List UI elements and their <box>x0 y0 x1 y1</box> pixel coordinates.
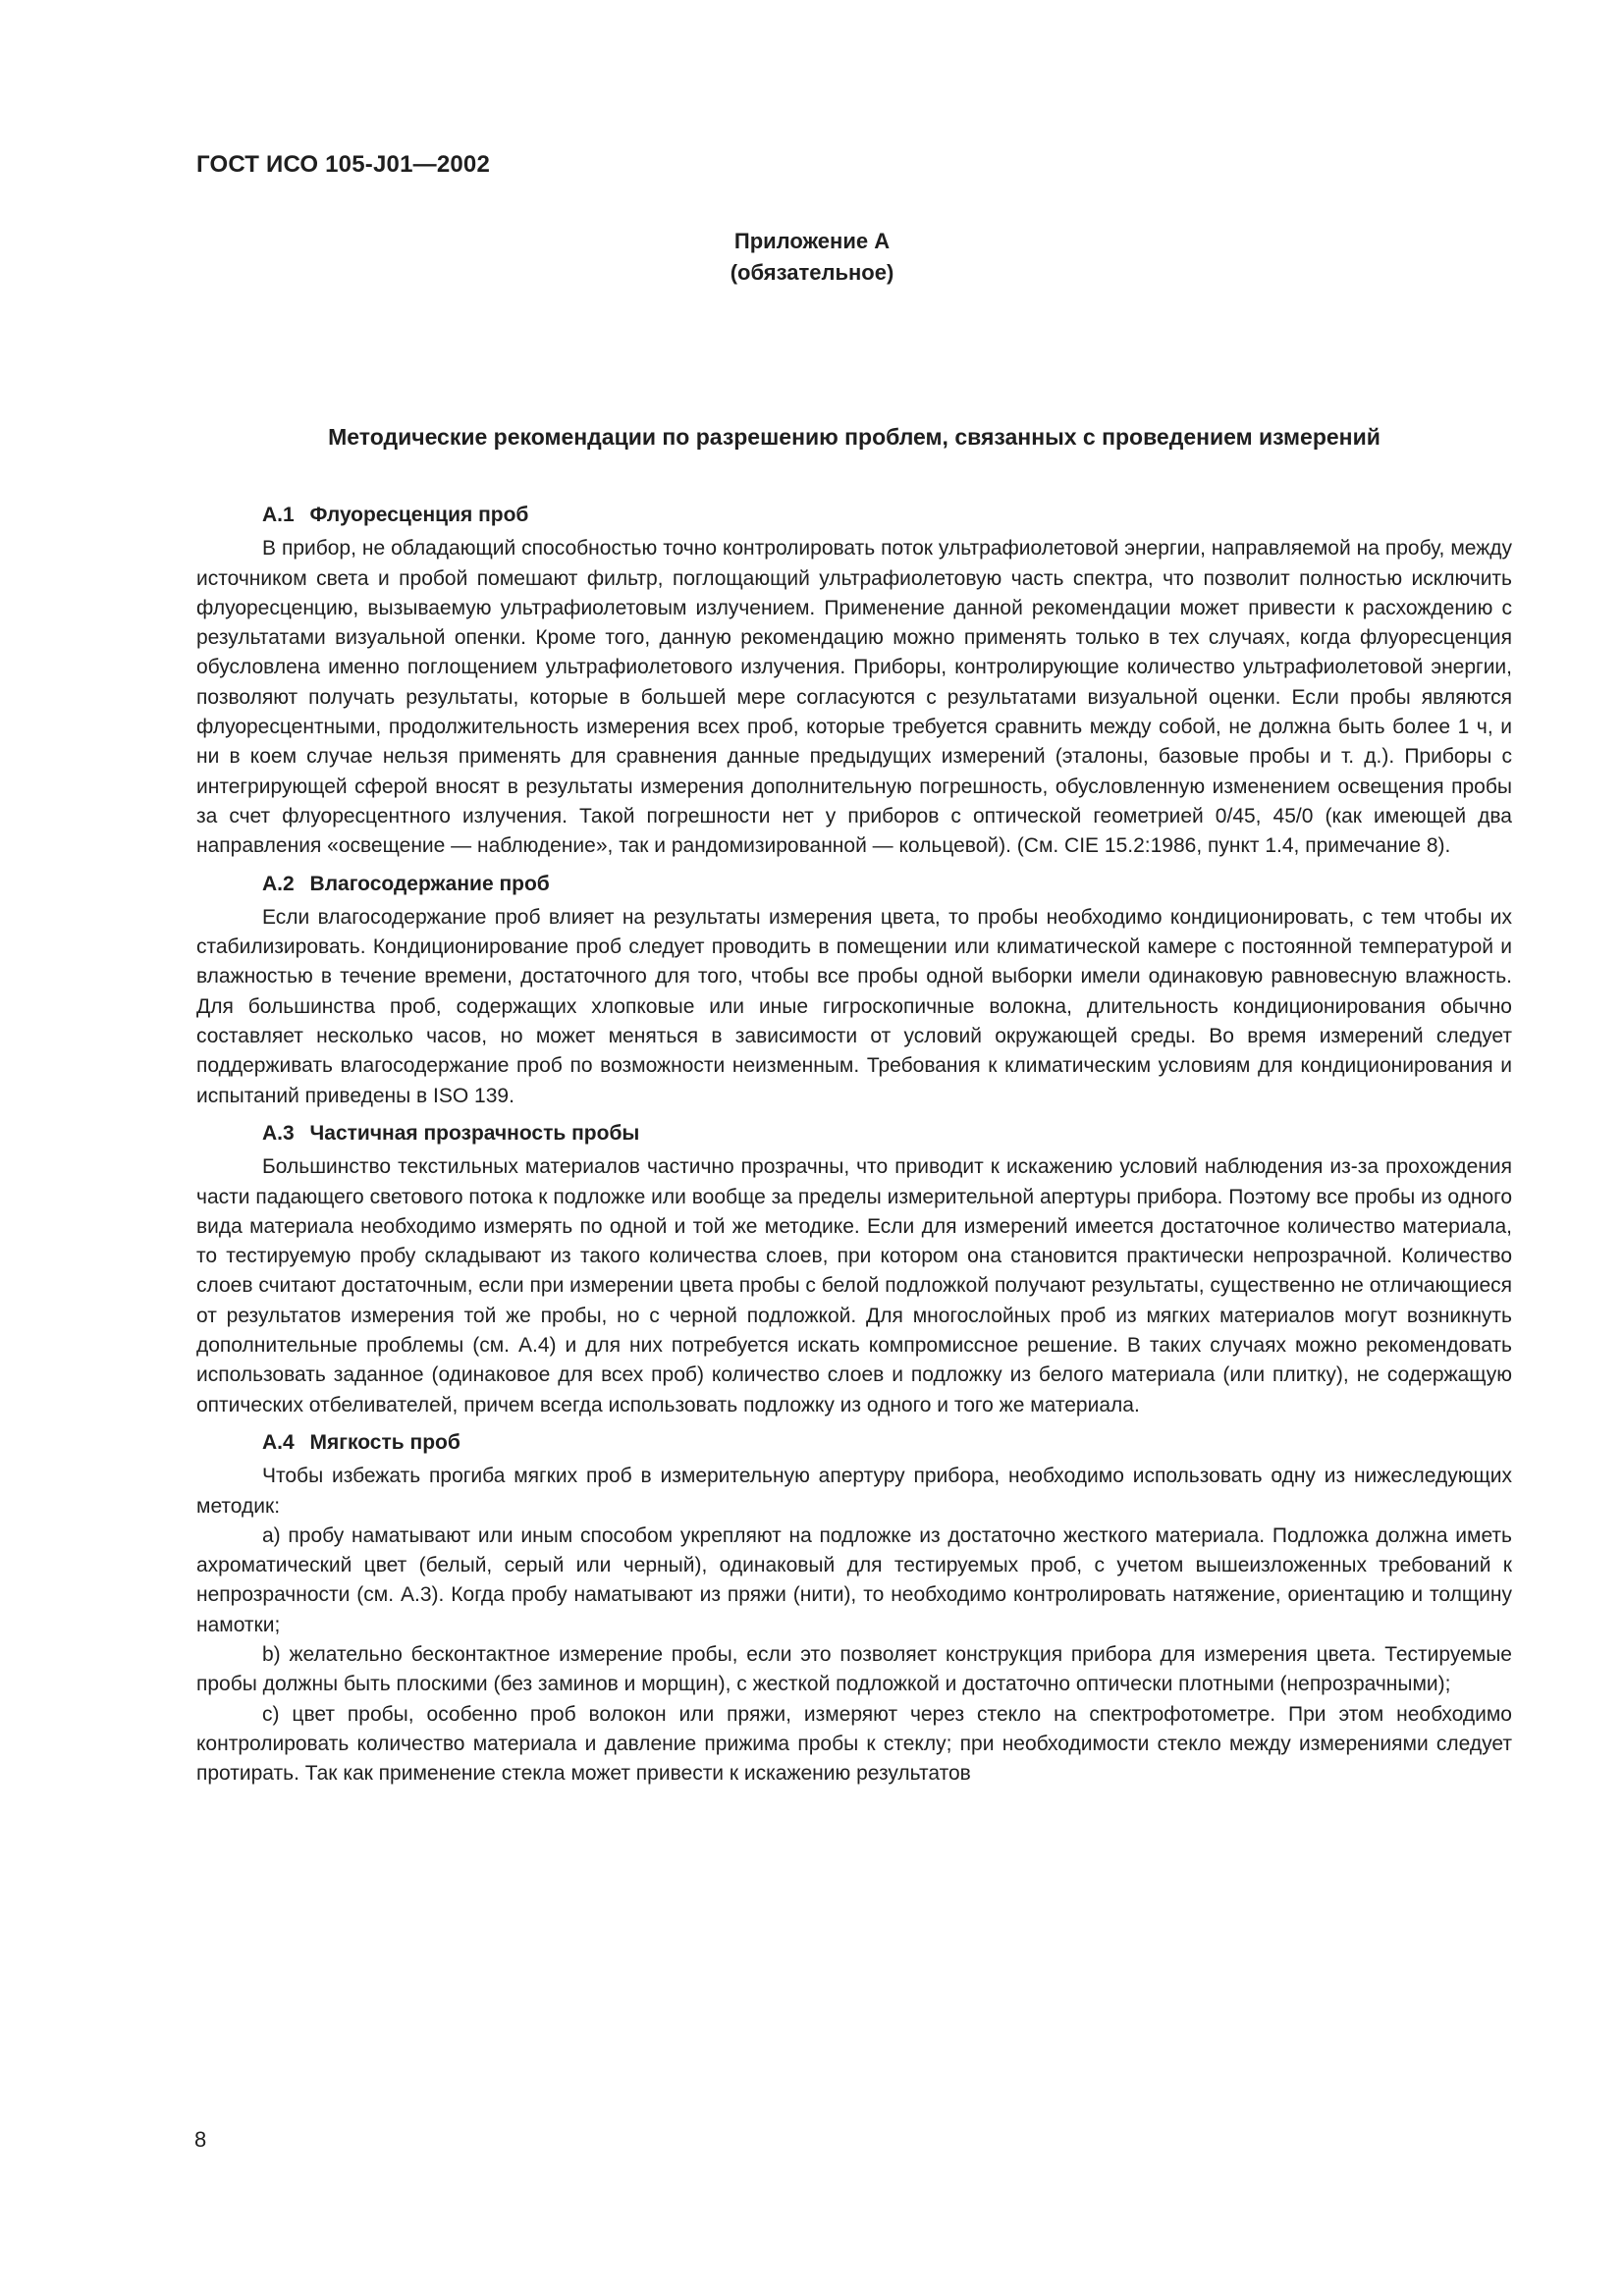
list-item-a: а) пробу наматывают или иным способом укрепляют на подложке из достаточно жесткого материала. Подложка должна иметь ахроматический цвет (белый, серый или черный), одинаковый для тестируемых проб, с учетом вышеизложенных требований к непрозрачности (см. А.3). Когда пробу наматывают из пряжи (нити), то необходимо контролировать натяжение, ориентацию и толщину намотки; <box>196 1523 1512 1636</box>
paragraph: Большинство текстильных материалов частично прозрачны, что приводит к искажению условий наблюдения из-за прохождения части падающего светового потока к подложке или вообще за пределы измерительной апертуры прибора. Поэтому все пробы из одного вида материала необходимо измерять по одной и той же методике. Если для измерений имеется достаточное количество материала, то тестируемую пробу складывают из такого количества слоев, при котором она становится практически непрозрачной. Количество слоев считают достаточным, если при измерении цвета пробы с белой подложкой получают результаты, существенно не отличающиеся от результатов измерения той же пробы, но с черной подложкой. Для многослойных проб из мягких материалов могут возникнуть дополнительные проблемы (см. А.4) и для них потребуется искать компромиссное решение. В таких случаях можно рекомендовать использовать заданное (одинаковое для всех проб) количество слоев и подложку из белого материала (или плитку), не содержащую оптических отбеливателей, причем всегда использовать подложку из одного и того же материала. <box>196 1155 1512 1416</box>
page-number: 8 <box>194 2127 207 2152</box>
list-item-c: c) цвет пробы, особенно проб волокон или пряжи, измеряют через стекло на спектрофотометре. При этом необходимо контролировать количество материала и давление прижима пробы к стеклу; при необходимости стекло между измерениями следует протирать. Так как применение стекла может привести к искажению результатов <box>196 1702 1512 1786</box>
document-body <box>196 493 1512 1789</box>
annex-title: Приложение А <box>733 229 891 253</box>
section-title: Мягкость проб <box>309 1430 460 1454</box>
section-title: Флуоресценция проб <box>309 504 529 526</box>
annex-block <box>0 226 1624 289</box>
section-heading <box>196 1428 1512 1458</box>
section-title: Влагосодержание проб <box>309 872 550 895</box>
paragraph: В прибор, не обладающий способностью точно контролировать поток ультрафиолетовой энергии, направляемой на пробу, между источником света и пробой помешают фильтр, поглощающий ультрафиолетовую часть спектра, что позволит полностью исключить флуоресценцию, вызываемую ультрафиолетовым излучением. Применение данной рекомендации может привести к расхождению с результатами визуальной опенки. Кроме того, данную рекомендацию можно применять только в тех случаях, когда флуоресценция обусловлена именно поглощением ультрафиолетового излучения. Приборы, контролирующие количество ультрафиолетовой энергии, позволяют получать результаты, которые в большей мере согласуются с результатами визуальной оценки. Если пробы являются флуоресцентными, продолжительность измерения всех проб, которые требуется сравнить между собой, не должна быть более 1 ч, и ни в коем случае нельзя применять для сравнения данные предыдущих измерений (эталоны, базовые пробы и т. д.). Приборы с интегрирующей сферой вносят в результаты измерения дополнительную погрешность, обусловленную изменением освещения пробы за счет флуоресцентного излучения. Такой погрешности нет у приборов с оптической геометрией 0/45, 45/0 (как имеющей два направления «освещение — наблюдение», так и рандомизированной — кольцевой). (См. CIE 15.2:1986, пункт 1.4, примечание 8). <box>196 537 1512 858</box>
annex-status: (обязательное) <box>730 260 894 285</box>
paragraph: Чтобы избежать прогиба мягких проб в измерительную апертуру прибора, необходимо использовать одну из нижеследующих методик: <box>196 1465 1512 1518</box>
section-number: А.2 <box>262 872 295 895</box>
section-heading <box>196 870 1512 899</box>
section-heading <box>196 501 1512 530</box>
section-heading <box>196 1119 1512 1148</box>
section-number: А.4 <box>262 1430 295 1454</box>
main-title: Методические рекомендации по разрешению проблем, связанных с проведением измерений <box>328 424 1380 450</box>
document-code: ГОСТ ИСО 105-J01—2002 <box>196 151 491 178</box>
section-number: А.1 <box>262 504 295 526</box>
section-a4 <box>196 1428 1512 1789</box>
section-a1 <box>196 501 1512 862</box>
section-a2 <box>196 870 1512 1111</box>
paragraph: Если влагосодержание проб влияет на результаты измерения цвета, то пробы необходимо кондиционировать, с тем чтобы их стабилизировать. Кондиционирование проб следует проводить в помещении или климатической камере с постоянной температурой и влажностью в течение времени, достаточного для того, чтобы все пробы одной выборки имели одинаковую равновесную влажность. Для большинства проб, содержащих хлопковые или иные гигроскопичные волокна, длительность кондиционирования обычно составляет несколько часов, но может меняться в зависимости от условий окружающей среды. Во время измерений следует поддерживать влагосодержание проб по возможности неизменным. Требования к климатическим условиям для кондиционирования и испытаний приведены в ISO 139. <box>196 905 1512 1107</box>
section-title: Частичная прозрачность пробы <box>309 1121 640 1145</box>
section-a3 <box>196 1119 1512 1420</box>
section-number: А.3 <box>262 1121 295 1145</box>
list-item-b: b) желательно бесконтактное измерение пробы, если это позволяет конструкция прибора для измерения цвета. Тестируемые пробы должны быть плоскими (без заминов и морщин), с жесткой подложкой и достаточно оптически плотными (непрозрачными); <box>196 1642 1512 1696</box>
